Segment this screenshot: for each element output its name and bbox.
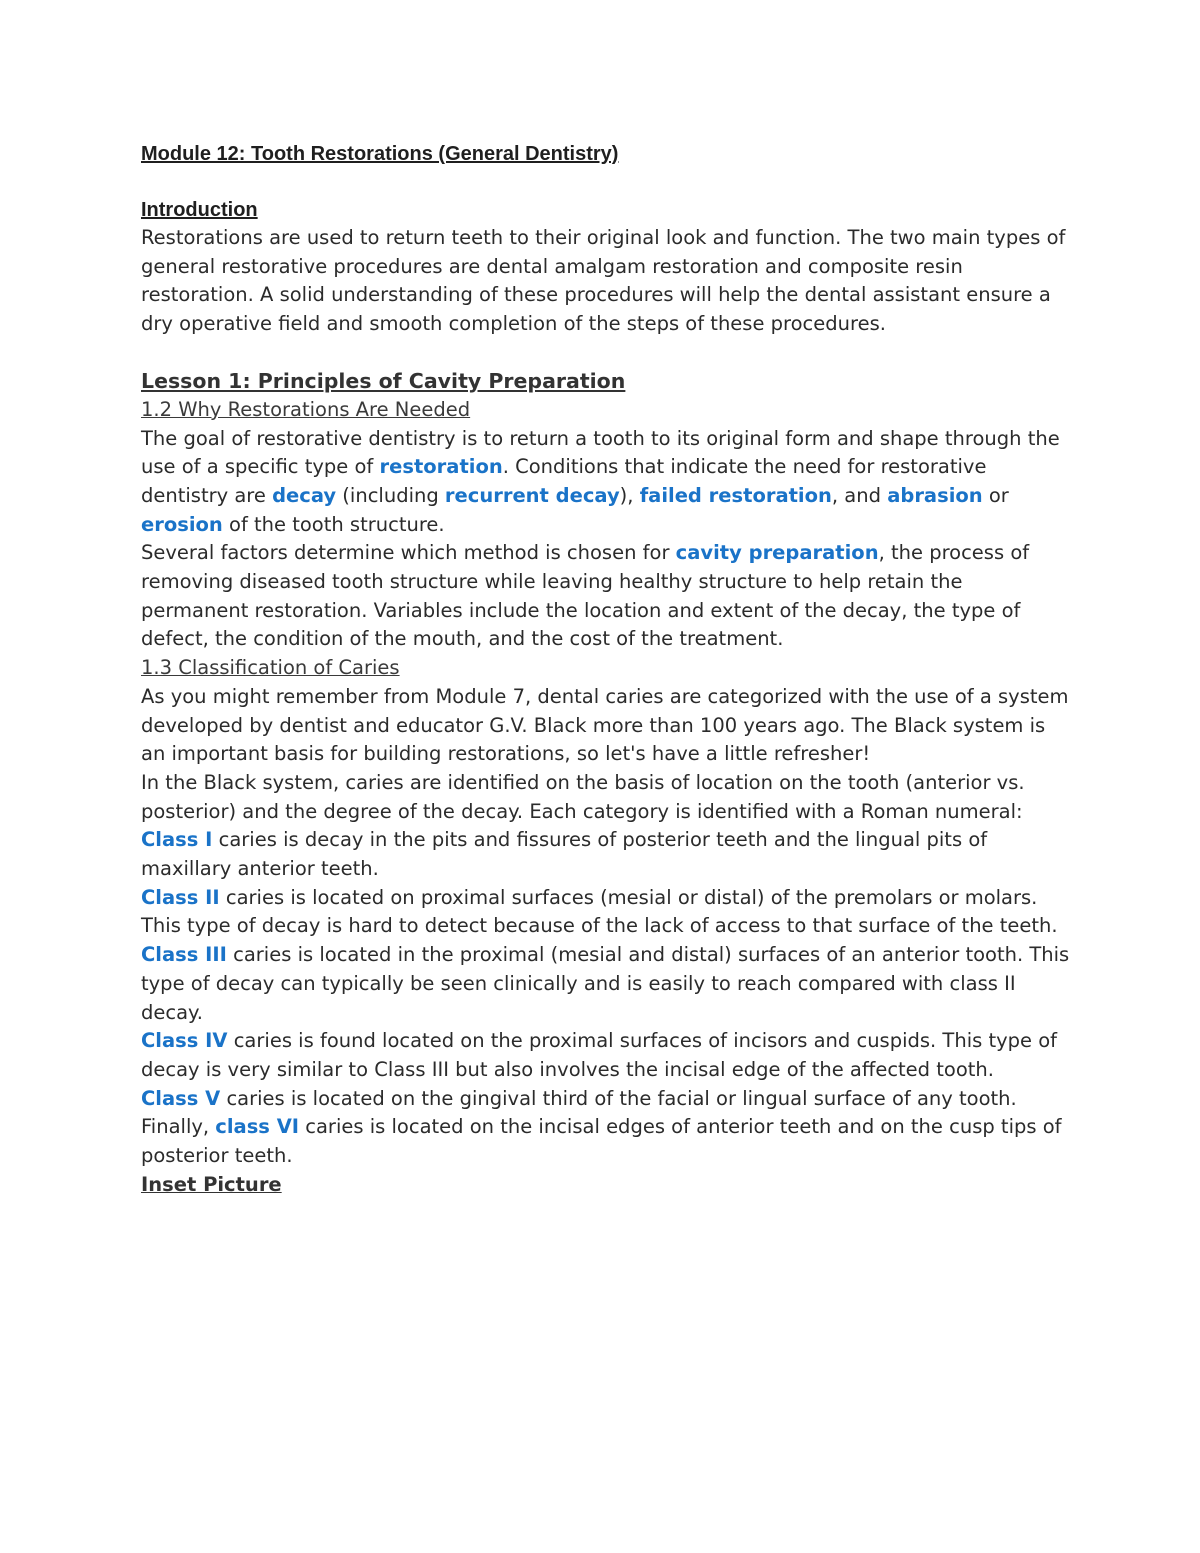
page-title: Module 12: Tooth Restorations (General Dentistry) [141, 143, 619, 165]
term-class-3: Class III [141, 943, 227, 967]
introduction-heading: Introduction [141, 199, 258, 221]
class-item: Class IV caries is found located on the proximal surfaces of incisors and cuspids. This type of decay is very similar to Class III but also involves the incisal edge of the affected tooth. [141, 1029, 1058, 1081]
section-1-2-paragraph-1: The goal of restorative dentistry is to return a tooth to its original form and shape through the use of a specific type of restoration. Conditions that indicate the need for restorative dentistry are decay (including recurrent decay), failed restoration, and abrasion or erosion of the tooth structure. [141, 426, 1060, 536]
term-class-2: Class II [141, 885, 220, 909]
introduction-paragraph: Restorations are used to return teeth to their original look and function. The two main types of general restorative procedures are dental amalgam restoration and composite resin restoration. A solid understanding of these procedures will help the dental assistant ensure a dry operative field and smooth completion of the steps of these procedures. [141, 226, 1066, 336]
class-item: Class V caries is located on the gingival third of the facial or lingual surface of any tooth. [141, 1086, 1017, 1110]
document-page [141, 140, 1071, 1200]
class-item: Finally, class VI caries is located on the incisal edges of anterior teeth and on the cusp tips of posterior teeth. [141, 1115, 1062, 1168]
term-abrasion: abrasion [887, 483, 983, 507]
section-1-2-paragraph-2: Several factors determine which method is chosen for cavity preparation, the process of removing diseased tooth structure while leaving healthy structure to help retain the permanent restoration. Variables include the location and extent of the decay, the type of defect, the condition of the mouth, and the cost of the treatment. [141, 541, 1030, 651]
term-class-6: class VI [215, 1115, 300, 1139]
spacer [141, 339, 1071, 367]
term-cavity-preparation: cavity preparation [675, 541, 879, 565]
section-1-3-paragraph-2: In the Black system, caries are identified on the basis of location on the tooth (anterior vs. posterior) and the degree of the decay. Each category is identified with a Roman numeral: [141, 770, 1025, 823]
section-heading-1-3: 1.3 Classification of Caries [141, 656, 400, 680]
lesson-heading: Lesson 1: Principles of Cavity Preparation [141, 368, 626, 393]
term-failed-restoration: failed restoration [639, 483, 832, 507]
term-recurrent-decay: recurrent decay [444, 483, 620, 507]
term-class-1: Class I [141, 828, 213, 852]
term-decay: decay [272, 483, 337, 507]
class-item: Class III caries is located in the proximal (mesial and distal) surfaces of an anterior tooth. This type of decay can typically be seen clinically and is easily to reach compared with class II decay. [141, 943, 1070, 1024]
term-erosion: erosion [141, 512, 223, 536]
term-class-4: Class IV [141, 1029, 228, 1053]
term-restoration: restoration [379, 455, 503, 479]
term-class-5: Class V [141, 1086, 221, 1110]
class-item: Class I caries is decay in the pits and fissures of posterior teeth and the lingual pits of maxillary anterior teeth. [141, 828, 988, 881]
section-1-3-paragraph-1: As you might remember from Module 7, dental caries are categorized with the use of a system developed by dentist and educator G.V. Black more than 100 years ago. The Black system is an important basis for building restorations, so let's have a little refresher! [141, 684, 1069, 766]
inset-picture-heading: Inset Picture [141, 1172, 282, 1196]
section-heading-1-2: 1.2 Why Restorations Are Needed [141, 397, 471, 421]
class-item: Class II caries is located on proximal surfaces (mesial or distal) of the premolars or molars. This type of decay is hard to detect because of the lack of access to that surface of the teeth. [141, 885, 1058, 938]
